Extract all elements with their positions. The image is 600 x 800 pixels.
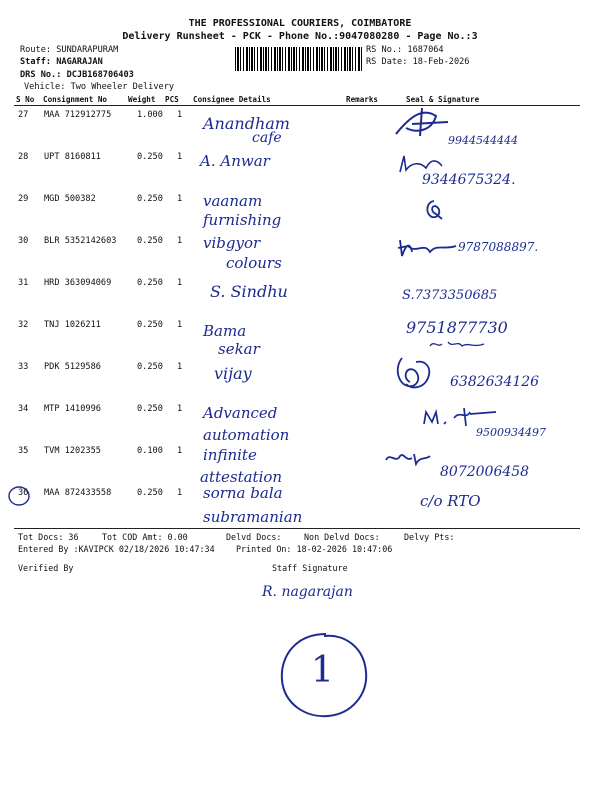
consignee-handwriting: Anandham (203, 114, 290, 133)
signature-scribble (392, 354, 440, 394)
row-consignment: TNJ 1026211 (44, 320, 101, 330)
rs-date: RS Date: 18-Feb-2026 (366, 57, 470, 67)
col-consignee: Consignee Details (193, 95, 271, 104)
col-remarks: Remarks (346, 95, 379, 104)
row-weight: 0.250 (137, 320, 163, 330)
row-weight: 0.250 (137, 152, 163, 162)
delivery-points: Delvy Pts: (404, 532, 455, 542)
runsheet-subtitle: Delivery Runsheet - PCK - Phone No.:9047080280 - Page No.:3 (122, 31, 478, 42)
col-weight: Weight (128, 95, 156, 104)
total-cod-amount: Tot COD Amt: 0.00 (102, 532, 188, 542)
row-consignment: MAA 872433558 (44, 488, 112, 498)
row-weight: 0.250 (137, 488, 163, 498)
col-seal-signature: Seal & Signature (406, 95, 480, 104)
signature-scribble (420, 404, 500, 428)
row-pcs: 1 (177, 362, 183, 372)
row-weight: 0.250 (137, 404, 163, 414)
signature-scribble (428, 338, 488, 350)
row-sno: 33 (18, 362, 29, 372)
row-consignment: PDK 5129586 (44, 362, 101, 372)
consignee-handwriting: vaanam (203, 192, 263, 210)
seal-phone-handwriting: 9944544444 (448, 134, 518, 147)
row-pcs: 1 (177, 110, 183, 120)
row-pcs: 1 (177, 278, 183, 288)
barcode (235, 47, 363, 71)
row-sno: 35 (18, 446, 29, 456)
table-row (0, 236, 600, 278)
row-sno: 30 (18, 236, 29, 246)
circled-number: 1 (311, 650, 334, 691)
consignee-handwriting: Advanced (203, 404, 278, 422)
consignee-handwriting: S. Sindhu (210, 282, 288, 301)
col-consignment: Consignment No (43, 95, 108, 104)
consignee-handwriting: subramanian (203, 508, 303, 526)
route-label: Route: SUNDARAPURAM (20, 45, 119, 55)
delivered-docs: Delvd Docs: (226, 532, 282, 542)
table-row (0, 110, 600, 152)
row-weight: 0.250 (137, 236, 163, 246)
seal-remark-handwriting: c/o RTO (420, 492, 481, 510)
table-row (0, 320, 600, 362)
signature-scribble (384, 450, 434, 466)
row-pcs: 1 (177, 320, 183, 330)
table-row (0, 484, 600, 530)
row-sno: 36 (18, 488, 29, 498)
row-sno: 34 (18, 404, 29, 414)
row-sno: 31 (18, 278, 29, 288)
row-sno: 28 (18, 152, 29, 162)
table-row (0, 404, 600, 446)
row-consignment: UPT 8160811 (44, 152, 101, 162)
seal-phone-handwriting: 9500934497 (476, 426, 546, 439)
total-docs: Tot Docs: 36 (18, 532, 79, 542)
seal-phone-handwriting: 9751877730 (406, 318, 508, 337)
seal-phone-handwriting: 8072006458 (440, 464, 530, 480)
header-rule (14, 105, 580, 106)
consignee-handwriting: vijay (214, 364, 252, 383)
row-consignment: TVM 1202355 (44, 446, 101, 456)
company-title: THE PROFESSIONAL COURIERS, COIMBATORE (188, 18, 412, 29)
col-sno: S No (16, 95, 35, 104)
consignee-handwriting: automation (203, 426, 290, 444)
row-weight: 1.000 (137, 110, 163, 120)
consignee-handwriting: sorna bala (203, 484, 283, 502)
table-row (0, 152, 600, 194)
seal-phone-handwriting: S.7373350685 (402, 288, 498, 303)
staff-signature-handwriting: R. nagarajan (262, 584, 353, 600)
row-weight: 0.250 (137, 194, 163, 204)
row-sno: 32 (18, 320, 29, 330)
row-pcs: 1 (177, 488, 183, 498)
row-pcs: 1 (177, 446, 183, 456)
verified-by-label: Verified By (18, 563, 74, 573)
vehicle-label: Vehicle: Two Wheeler Delivery (24, 82, 175, 92)
drs-label: DRS No.: DCJB168706403 (20, 70, 134, 80)
row-consignment: MTP 1410996 (44, 404, 101, 414)
signature-scribble (422, 198, 446, 222)
table-row (0, 194, 600, 236)
row-consignment: MAA 712912775 (44, 110, 112, 120)
consignee-handwriting: attestation (200, 468, 283, 486)
row-consignment: BLR 5352142603 (44, 236, 117, 246)
consignee-handwriting: A. Anwar (200, 152, 270, 170)
rs-number: RS No.: 1687064 (366, 45, 444, 55)
seal-phone-handwriting: 9787088897. (458, 240, 539, 254)
col-pcs: PCS (165, 95, 179, 104)
row-pcs: 1 (177, 404, 183, 414)
row-weight: 0.250 (137, 278, 163, 288)
consignee-handwriting: furnishing (203, 211, 282, 229)
row-pcs: 1 (177, 236, 183, 246)
entered-by: Entered By :KAVIPCK 02/18/2026 10:47:34 (18, 544, 215, 554)
consignee-handwriting: sekar (218, 340, 260, 358)
staff-signature-label: Staff Signature (272, 563, 348, 573)
seal-phone-handwriting: 6382634126 (450, 374, 540, 390)
table-row (0, 446, 600, 488)
non-delivered-docs: Non Delvd Docs: (304, 532, 380, 542)
row-consignment: HRD 363094069 (44, 278, 112, 288)
row-consignment: MGD 500382 (44, 194, 96, 204)
consignee-handwriting: vibgyor (203, 234, 261, 252)
row-weight: 0.100 (137, 446, 163, 456)
table-row (0, 362, 600, 404)
row-pcs: 1 (177, 152, 183, 162)
signature-scribble (392, 106, 452, 140)
row-pcs: 1 (177, 194, 183, 204)
consignee-handwriting: cafe (252, 130, 282, 146)
signature-scribble (396, 236, 460, 260)
seal-phone-handwriting: 9344675324. (422, 172, 516, 188)
consignee-handwriting: Bama (203, 322, 247, 340)
staff-label: Staff: NAGARAJAN (20, 57, 103, 67)
row-sno: 29 (18, 194, 29, 204)
consignee-handwriting: colours (226, 254, 282, 272)
row-sno: 27 (18, 110, 29, 120)
footer-rule (14, 528, 580, 529)
table-row (0, 278, 600, 320)
consignee-handwriting: infinite (203, 446, 257, 464)
printed-on: Printed On: 18-02-2026 10:47:06 (236, 544, 393, 554)
row-weight: 0.250 (137, 362, 163, 372)
